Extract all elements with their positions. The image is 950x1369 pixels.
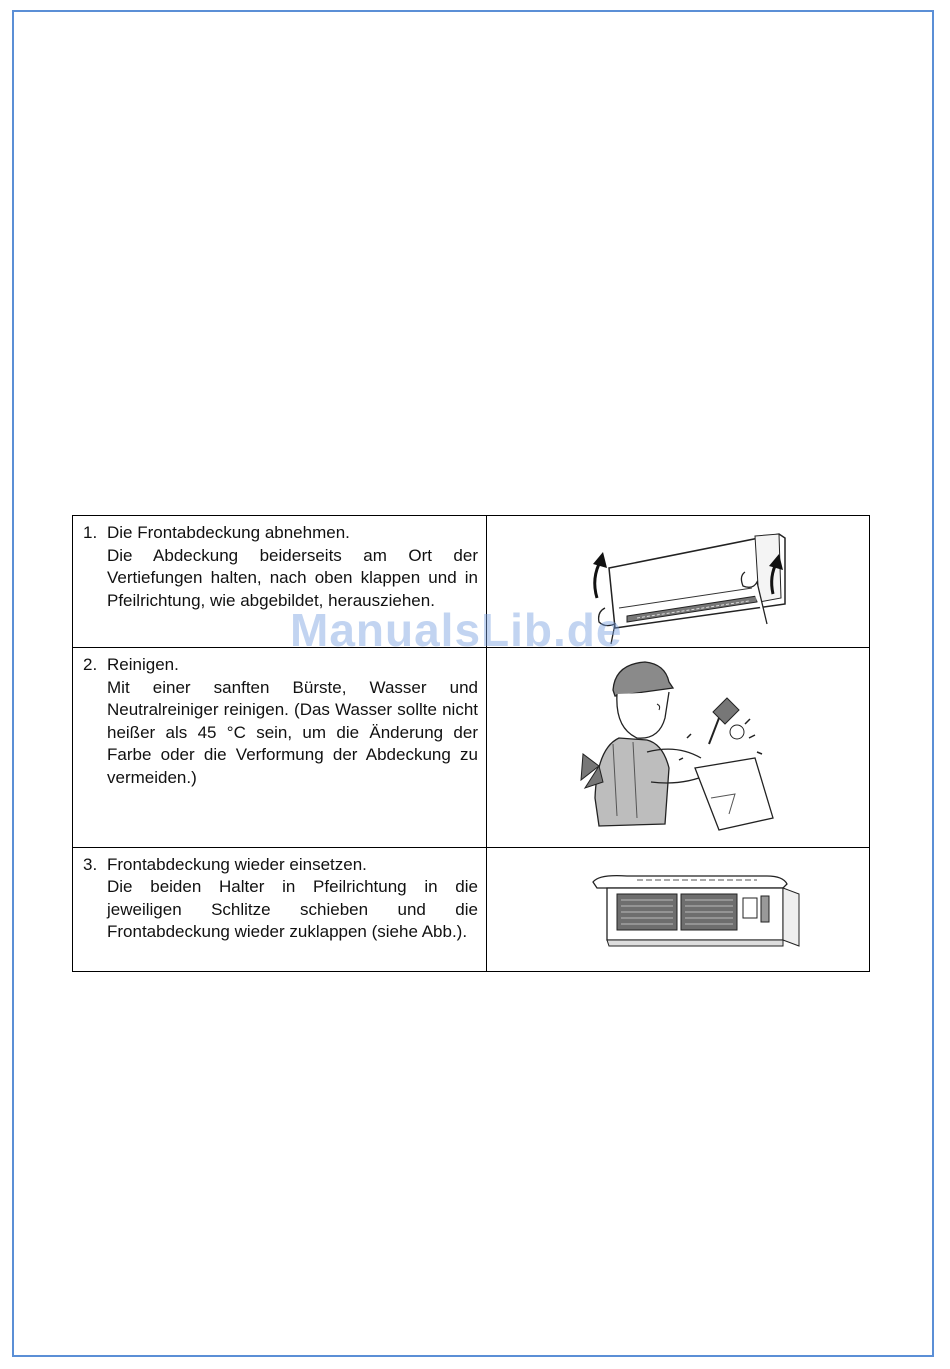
step-title: Frontabdeckung wieder einsetzen. [107,854,367,874]
step-number: 2. [83,655,98,675]
step-title: Die Frontabdeckung abnehmen. [107,523,350,542]
step-number: 3. [83,854,98,874]
step-body: Mit einer sanften Bürste, Wasser und Neutralreiniger reinigen. (Das Wasser sollte nicht heißer als 45 °C sein, um die Änderung der Farbe oder die Verformung der Abdeckung zu vermeiden.) [107,677,478,787]
step-body: Die beiden Halter in Pfeilrichtung in die jeweiligen Schlitze schieben und die Frontabdeckung wieder zuklappen (siehe Abb.). [107,877,478,942]
step-2-image-cell [487,648,870,847]
manualslib-watermark: ManualsLib.de [290,604,623,656]
step-row-3 [73,847,870,971]
person-washing-cover-icon [487,648,887,844]
step-title: Reinigen. [107,655,179,675]
step-number: 1. [83,523,98,542]
step-2-text-cell [73,648,487,847]
step-row-2 [73,648,870,847]
step-body: Die Abdeckung beiderseits am Ort der Vertiefungen halten, nach oben klappen und in Pfeilrichtung, wie abgebildet, herausziehen. [107,545,478,610]
reinstall-cover-icon [487,848,887,968]
step-3-text-cell [73,847,487,971]
step-3-image-cell [487,847,870,971]
cleaning-steps-table [72,515,870,972]
